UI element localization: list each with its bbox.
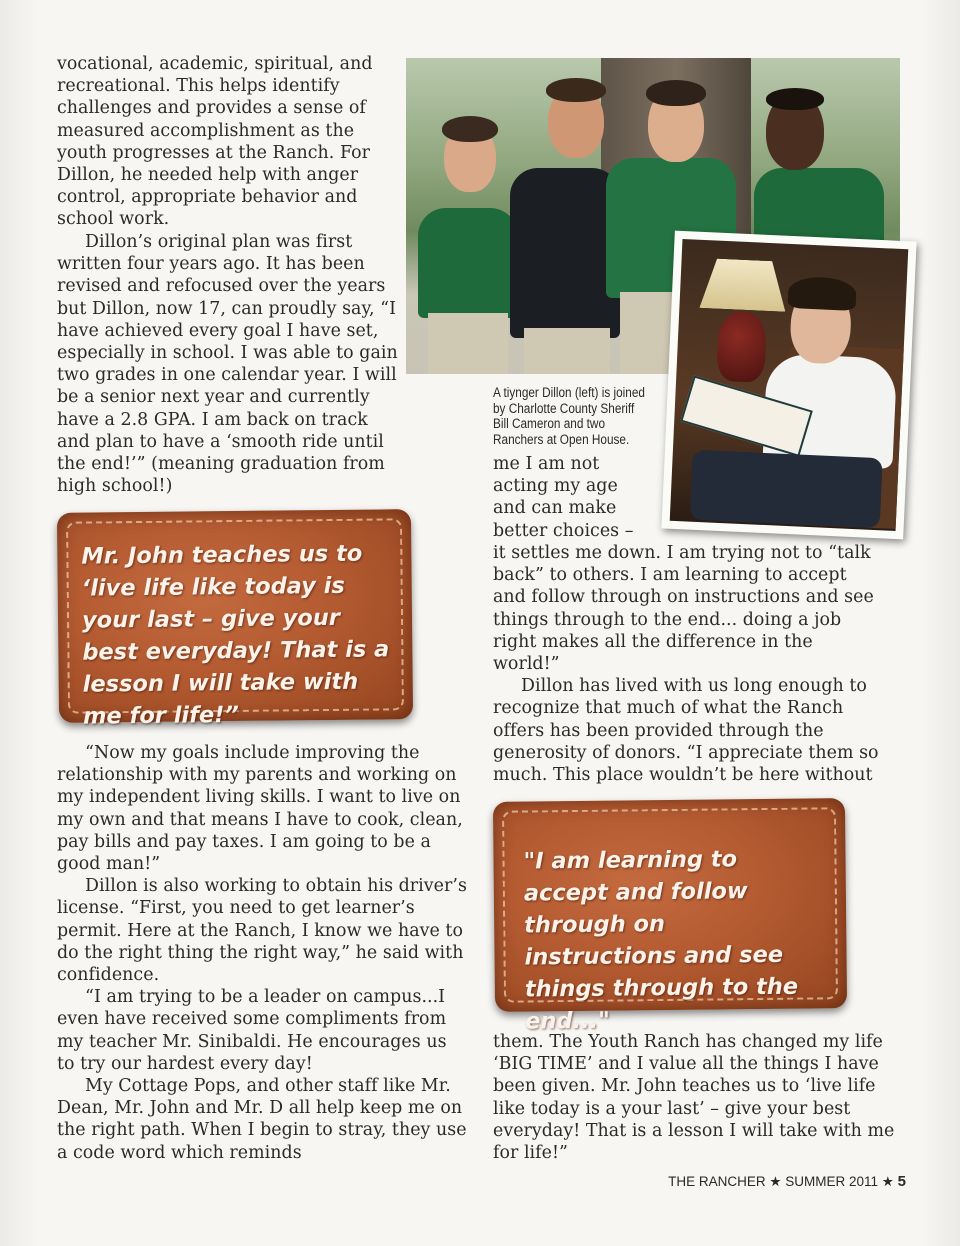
- page-number: 5: [897, 1173, 906, 1190]
- narrow-line: better choices –: [493, 520, 634, 541]
- lamp-base: [716, 311, 767, 383]
- pullquote-text: "I am learning to accept and follow through on instructions and see things through to the end...": [523, 846, 799, 1035]
- photo-caption: A tiynger Dillon (left) is joined by Charlotte County Sheriff Bill Cameron and two Ranchers at Open House.: [493, 385, 645, 447]
- body-paragraph: it settles me down. I am trying not to “talk back” to others. I am learning to accept and follow through on instructions and see things through to the end... doing a job right makes all the difference in the world!”: [493, 543, 874, 675]
- body-paragraph: My Cottage Pops, and other staff like Mr. Dean, Mr. John and Mr. D all help keep me on the right path. When I begin to stray, they use a code word which reminds: [57, 1076, 467, 1163]
- body-paragraph: Dillon has lived with us long enough to recognize that much of what the Ranch offers has been provided through the generosity of donors. “I appreciate them so much. This place wouldn’t be here without: [493, 676, 879, 786]
- body-paragraph: Dillon’s original plan was first written four years ago. It has been revised and refocused over the years but Dillon, now 17, can proudly say, “I have achieved every goal I have set, especially in school. I was able to gain two grades in one calendar year. I will be a senior next year and currently have a 2.8 GPA. I am back on track and plan to have a ‘smooth ride until the end!’” (meaning graduation from high school!): [57, 232, 398, 497]
- boy-hair: [787, 276, 856, 311]
- dillon-portrait-photo: [661, 231, 916, 540]
- narrow-line: me I am not: [493, 454, 600, 474]
- page-footer: [668, 1173, 906, 1190]
- body-paragraph: them. The Youth Ranch has changed my life ‘BIG TIME’ and I value all the things I have been given. Mr. John teaches us to ‘live life like today is a your last’ – give your best everyday! That is a lesson I will take with me for life!”: [493, 1032, 895, 1164]
- left-column-top: [57, 53, 405, 231]
- body-paragraph: Dillon is also working to obtain his driver’s license. “First, you need to get learner’s permit. Here at the Ranch, I know we have to do the right thing the right way,” he said with confidence.: [57, 876, 467, 986]
- star-icon: ★: [881, 1174, 894, 1189]
- pullquote-leather-patch: [493, 798, 847, 1035]
- narrow-line: and can make: [493, 498, 617, 519]
- narrow-line: acting my age: [493, 476, 618, 497]
- jeans: [690, 450, 883, 529]
- body-paragraph: vocational, academic, spiritual, and recreational. This helps identify challenges and provides a sense of measured accomplishment as the youth progresses at the Ranch. For Dillon, he needed help with anger control, appropriate behavior and school work.: [57, 54, 373, 230]
- pullquote-leather-patch: [57, 509, 413, 730]
- star-icon: ★: [769, 1174, 782, 1189]
- lamp-shade: [699, 258, 787, 312]
- left-column-top-continued: [57, 231, 405, 497]
- pullquote-text: Mr. John teaches us to ‘live life like today is your last – give your best everyday! That is a lesson I will take with me for life!”: [81, 540, 390, 730]
- photo-content: [670, 239, 909, 531]
- left-column-bottom: [57, 742, 469, 1164]
- issue-date: SUMMER 2011: [785, 1174, 879, 1189]
- right-column-bottom: [493, 1031, 901, 1164]
- right-column-mid: [493, 542, 879, 786]
- right-column-narrow: [493, 453, 663, 542]
- body-paragraph: “I am trying to be a leader on campus...I even have received some compliments from my teacher Mr. Sinibaldi. He encourages us to try our hardest every day!: [57, 987, 447, 1074]
- body-paragraph: “Now my goals include improving the relationship with my parents and working on my independent living skills. I want to live on my own and that means I have to cook, clean, pay bills and pay taxes. I am going to be a good man!”: [57, 743, 463, 875]
- publication-name: THE RANCHER: [668, 1174, 766, 1189]
